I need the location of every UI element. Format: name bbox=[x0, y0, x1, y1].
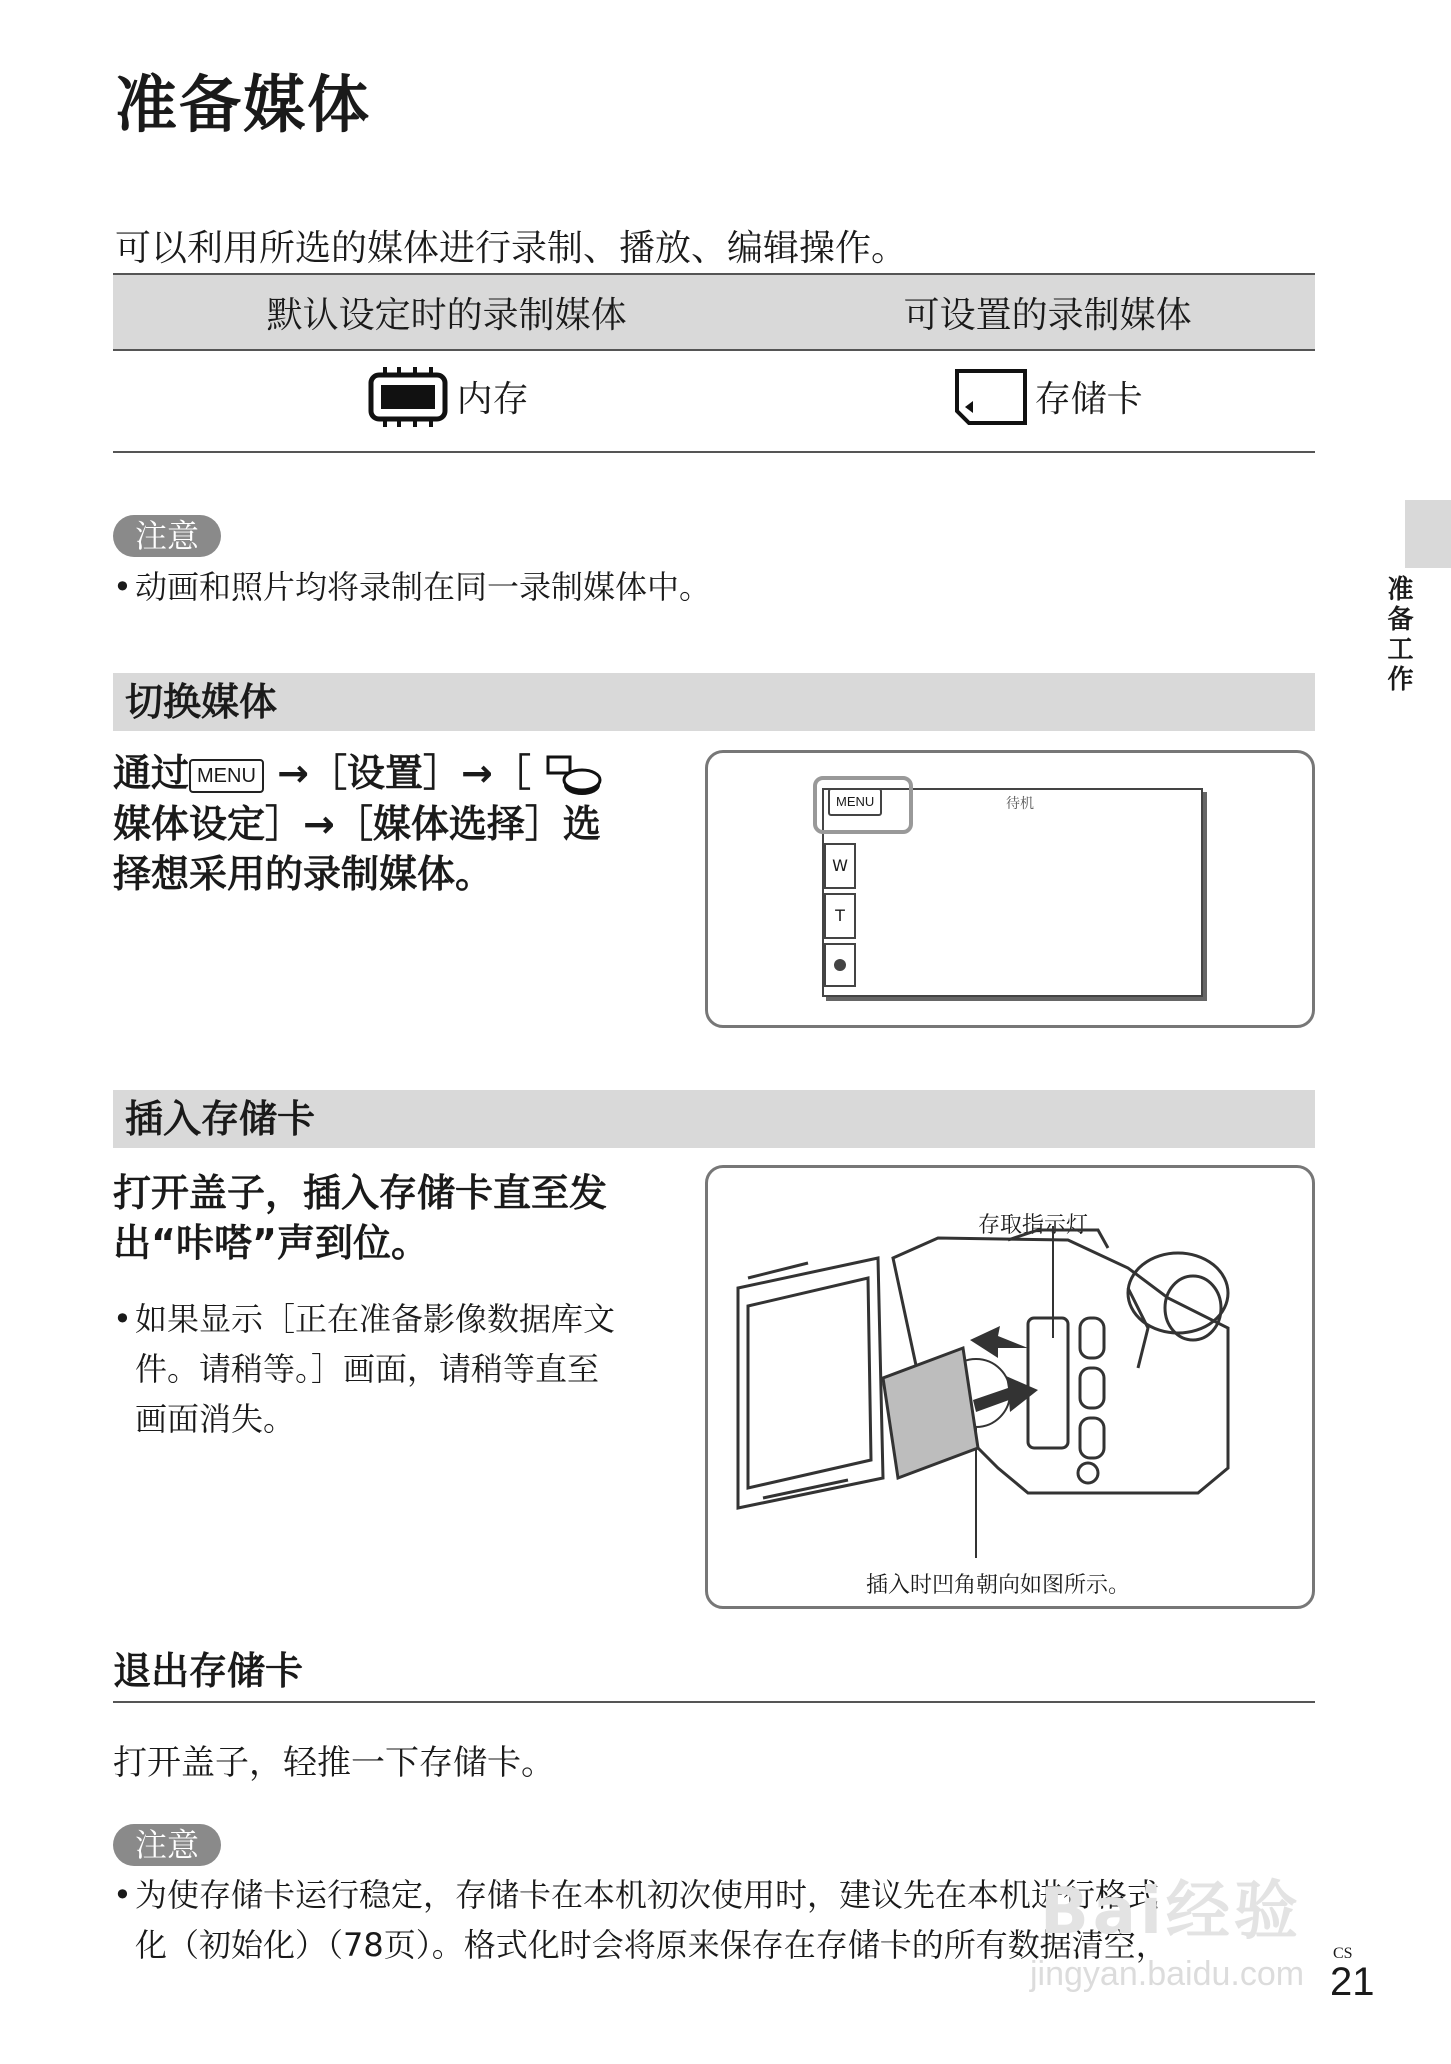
bullet-dot: • bbox=[113, 1300, 132, 1338]
section-heading-insert: 插入存储卡 bbox=[113, 1090, 1315, 1148]
table-header-row bbox=[113, 274, 1315, 350]
memory-card-icon bbox=[953, 367, 1029, 427]
eject-text: 打开盖子，轻推一下存储卡。 bbox=[113, 1743, 555, 1783]
zoom-t-button[interactable]: T bbox=[824, 893, 856, 939]
media-settings-icon bbox=[544, 753, 604, 799]
table-cell bbox=[113, 350, 780, 452]
intro-text: 可以利用所选的媒体进行录制、播放、编辑操作。 bbox=[115, 228, 908, 269]
note-badge: 注意 bbox=[113, 514, 221, 558]
lcd-screen-figure bbox=[705, 750, 1315, 1028]
lcd-status-text: 待机 bbox=[1006, 796, 1034, 812]
switch-instruction: 通过 MENU →［设置］→［ 媒体设定］→［媒体选择］选 择想采用的录制媒体。 bbox=[113, 748, 683, 899]
camera-illustration bbox=[708, 1168, 1312, 1606]
eject-heading: 退出存储卡 bbox=[113, 1640, 1315, 1703]
notch-direction-label: 插入时凹角朝向如图所示。 bbox=[866, 1573, 1131, 1598]
card-label: 存储卡 bbox=[1034, 379, 1143, 420]
side-tab-label: 准备工作 bbox=[1383, 575, 1413, 695]
section-heading-switch: 切换媒体 bbox=[113, 673, 1315, 731]
table-header: 可设置的录制媒体 bbox=[780, 274, 1315, 350]
access-lamp-label: 存取指示灯 bbox=[978, 1213, 1089, 1238]
camera-figure bbox=[705, 1165, 1315, 1609]
watermark-url: jingyan.baidu.com bbox=[1030, 1955, 1305, 1993]
zoom-w-button[interactable]: W bbox=[824, 843, 856, 889]
media-table bbox=[113, 273, 1315, 453]
record-dot-icon bbox=[834, 959, 846, 971]
internal-memory-icon bbox=[365, 365, 451, 429]
page-number: 21 bbox=[1330, 1960, 1375, 2004]
table-header: 默认设定时的录制媒体 bbox=[113, 274, 780, 350]
note2-bullet: •为使存储卡运行稳定，存储卡在本机初次使用时，建议先在本机进行格式 化（初始化）（78页）。格式化时会将原来保存在存储卡的所有数据清空， bbox=[113, 1870, 1333, 1970]
bullet-dot: • bbox=[113, 568, 132, 606]
watermark-logo: Bai经验 bbox=[1040, 1875, 1302, 1949]
lcd-menu-button[interactable]: MENU bbox=[828, 788, 882, 816]
insert-bullet: •如果显示［正在准备影像数据库文 件。请稍等。］画面，请稍等直至 画面消失。 bbox=[113, 1294, 693, 1444]
note-bullet: •动画和照片均将录制在同一录制媒体中。 bbox=[113, 562, 711, 612]
insert-instruction: 打开盖子，插入存储卡直至发 出“咔嗒”声到位。 bbox=[113, 1171, 608, 1265]
table-row bbox=[113, 350, 1315, 452]
table-cell bbox=[780, 350, 1315, 452]
record-button[interactable] bbox=[824, 943, 856, 987]
menu-key-icon: MENU bbox=[189, 759, 264, 793]
note-badge: 注意 bbox=[113, 1823, 221, 1867]
memory-label: 内存 bbox=[456, 379, 529, 420]
page-language: CS bbox=[1333, 1945, 1353, 1962]
side-tab-marker bbox=[1405, 500, 1451, 568]
page-title: 准备媒体 bbox=[115, 68, 372, 141]
bullet-dot: • bbox=[113, 1876, 132, 1914]
